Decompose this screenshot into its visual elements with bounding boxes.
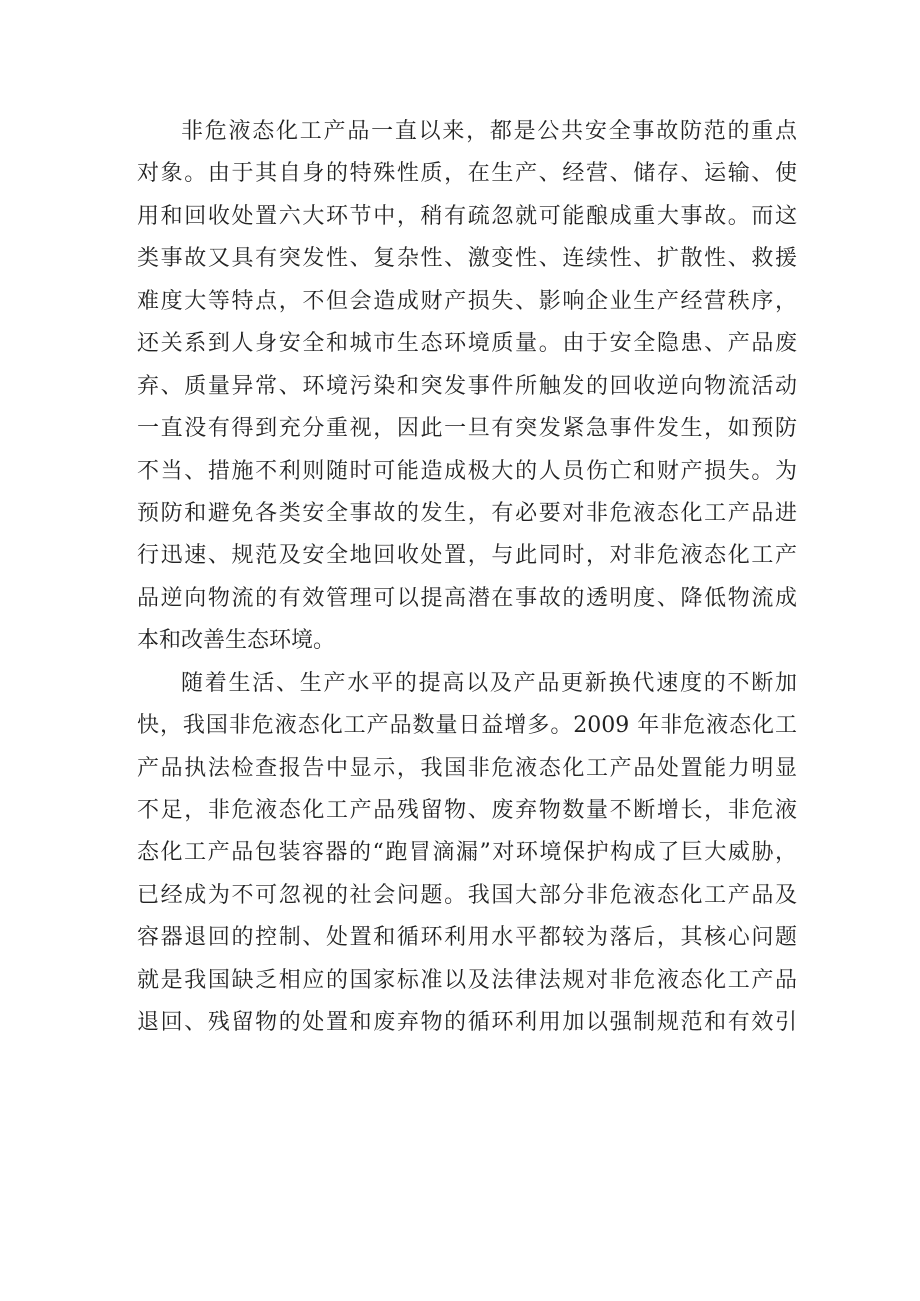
text-line: 随着生活、生产水平的提高以及产品更新换代速度的不断加: [181, 670, 797, 696]
text-line: 就是我国缺乏相应的国家标准以及法律法规对非危液态化工产品: [137, 967, 797, 993]
text-line: 本和改善生态环境。: [137, 628, 336, 654]
text-line: 产品执法检查报告中显示，我国非危液态化工产品处置能力明显: [137, 755, 797, 781]
text-line: 品逆向物流的有效管理可以提高潜在事故的透明度、降低物流成: [137, 585, 797, 611]
text-line: 类事故又具有突发性、复杂性、激变性、连续性、扩散性、救援: [137, 246, 797, 272]
text-line: 容器退回的控制、处置和循环利用水平都较为落后，其核心问题: [137, 925, 797, 951]
text-line: 态化工产品包装容器的“跑冒滴漏”对环境保护构成了巨大威胁，: [137, 840, 797, 866]
text-line: 还关系到人身安全和城市生态环境质量。由于安全隐患、产品废: [137, 331, 797, 357]
paragraph-1: [137, 111, 797, 663]
text-line: 行迅速、规范及安全地回收处置，与此同时，对非危液态化工产: [137, 543, 797, 569]
text-line: 预防和避免各类安全事故的发生，有必要对非危液态化工产品进: [137, 500, 797, 526]
text-line: 难度大等特点，不但会造成财产损失、影响企业生产经营秩序，: [137, 288, 797, 314]
text-line: 对象。由于其自身的特殊性质，在生产、经营、储存、运输、使: [137, 161, 797, 187]
text-line: 快，我国非危液态化工产品数量日益增多。2009 年非危液态化工: [137, 713, 797, 739]
text-line: 用和回收处置六大环节中，稍有疏忽就可能酿成重大事故。而这: [137, 203, 797, 229]
text-line: 非危液态化工产品一直以来，都是公共安全事故防范的重点: [181, 119, 797, 144]
text-line: 弃、质量异常、环境污染和突发事件所触发的回收逆向物流活动: [137, 373, 797, 399]
document-body: [137, 111, 797, 1045]
text-line: 不足，非危液态化工产品残留物、废弃物数量不断增长，非危液: [137, 798, 797, 823]
text-line: 一直没有得到充分重视，因此一旦有突发紧急事件发生，如预防: [137, 416, 797, 442]
text-line: 退回、残留物的处置和废弃物的循环利用加以强制规范和有效引: [137, 1010, 797, 1036]
paragraph-2: [137, 663, 797, 1045]
text-line: 已经成为不可忽视的社会问题。我国大部分非危液态化工产品及: [137, 882, 797, 908]
text-line: 不当、措施不利则随时可能造成极大的人员伤亡和财产损失。为: [137, 458, 797, 484]
